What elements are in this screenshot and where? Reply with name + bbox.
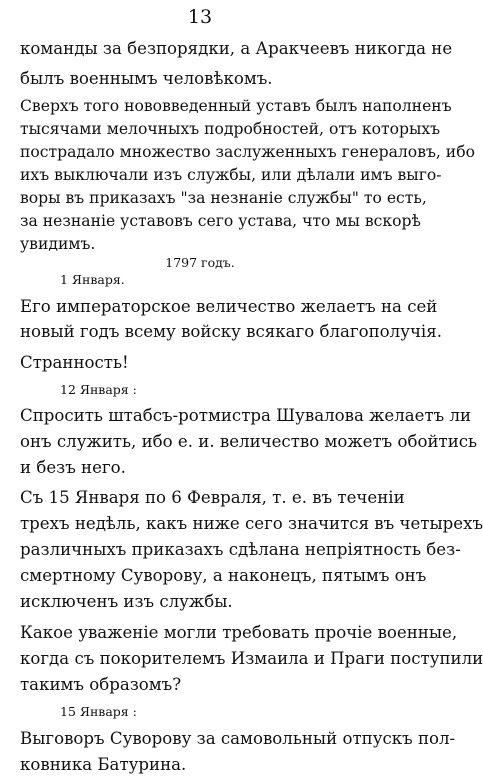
text-line: ковника Батурина. (20, 755, 187, 774)
text-line: исключенъ изъ службы. (20, 592, 233, 611)
text-line: такимъ образомъ? (20, 675, 182, 694)
text-line: увидимъ. (20, 235, 96, 253)
text-line: Странность! (20, 353, 129, 372)
text-line: ихъ выключали изъ службы, или дѣлали имъ выго- (20, 166, 442, 184)
text-line: различныхъ приказахъ сдѣлана непріятность без- (20, 540, 461, 559)
text-line: новый годъ всему войску всякаго благополучія. (20, 322, 442, 341)
text-line: былъ военнымъ человѣкомъ. (20, 69, 273, 88)
text-line: и безъ него. (20, 458, 126, 477)
text-line: Съ 15 Января по 6 Февраля, т. е. въ теченіи (20, 488, 405, 507)
text-line: воры въ приказахъ "за незнаніе службы" то есть, (20, 189, 427, 207)
date-heading: 15 Января : (60, 704, 137, 719)
text-line: когда съ покорителемъ Измаила и Праги поступили (20, 649, 483, 668)
text-line: Выговоръ Суворову за самовольный отпускъ пол- (20, 729, 456, 748)
year-heading: 1797 годъ. (165, 255, 235, 270)
text-line: команды за безпорядки, а Аракчеевъ никогда не (20, 39, 453, 58)
date-heading: 12 Января : (60, 382, 137, 397)
page-number: 13 (187, 6, 213, 28)
text-line: Спросить штабсъ-ротмистра Шувалова желаетъ ли (20, 406, 472, 425)
text-line: тысячами мелочныхъ подробностей, отъ которыхъ (20, 120, 441, 138)
date-heading: 1 Января. (60, 272, 125, 287)
text-line: трехъ недѣль, какъ ниже сего значится въ четырехъ (20, 514, 483, 533)
text-line: смертному Суворову, а наконецъ, пятымъ онъ (20, 566, 427, 585)
text-line: Какое уваженіе могли требовать прочіе военные, (20, 623, 458, 642)
text-line: Его императорское величество желаетъ на сей (20, 297, 438, 316)
text-line: онъ служить, ибо е. и. величество можетъ обойтись (20, 432, 478, 451)
text-line: Сверхъ того нововведенный уставъ былъ наполненъ (20, 97, 452, 115)
text-line: за незнаніе уставовъ сего устава, что мы вскорѣ (20, 212, 421, 230)
text-line: пострадало множество заслуженныхъ генераловъ, ибо (20, 143, 475, 161)
